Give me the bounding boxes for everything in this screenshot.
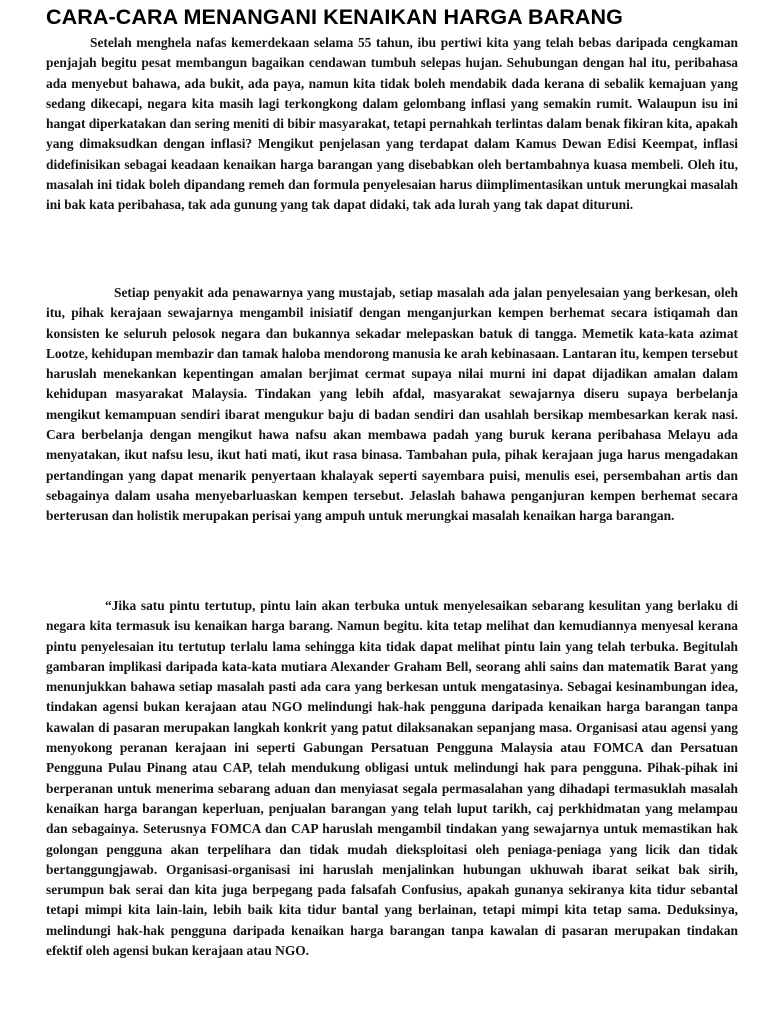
document-title: CARA-CARA MENANGANI KENAIKAN HARGA BARANG [46, 5, 624, 29]
paragraph-introduction: Setelah menghela nafas kemerdekaan selama 55 tahun, ibu pertiwi kita yang telah bebas daripada cengkaman penjajah begitu pesat membangun bagaikan cendawan tumbuh selepas hujan. Sehubungan dengan hal itu, peribahasa ada menyebut bahawa, ada bukit, ada paya, namun kita tidak boleh mendabik dada kerana di sebalik kemajuan yang sedang dikecapi, negara kita masih lagi terkongkong dalam gelombang inflasi yang semakin rumit. Walaupun isu ini hangat diperkatakan dan sering meniti di bibir masyarakat, tetapi pernahkah terlintas dalam benak fikiran kita, apakah yang dimaksudkan dengan inflasi? Mengikut penjelasan yang terdapat dalam Kamus Dewan Edisi Keempat, inflasi didefinisikan sebagai keadaan kenaikan harga barangan yang disebabkan oleh bertambahnya kuasa membeli. Oleh itu, masalah ini tidak boleh dipandang remeh dan formula penyelesaian harus diimplimentasikan untuk merungkai masalah ini bak kata peribahasa, tak ada gunung yang tak dapat didaki, tak ada lurah yang tak dapat dituruni. [46, 35, 738, 213]
paragraph-ngo: “Jika satu pintu tertutup, pintu lain akan terbuka untuk menyelesaikan sebarang kesulitan yang berlaku di negara kita termasuk isu kenaikan harga barang. Namun begitu. kita tetap melihat dan kemudiannya menyesal kerana pintu penyelesaian itu tertutup terlalu lama sehingga kita tidak dapat melihat pintu lain yang telah terbuka. Begitulah gambaran implikasi daripada kata-kata mutiara Alexander Graham Bell, seorang ahli sains dan matematik Barat yang menunjukkan bahawa setiap masalah pasti ada cara yang berkesan untuk mengatasinya. Sebagai kesinambungan idea, tindakan agensi bukan kerajaan atau NGO melindungi hak-hak pengguna daripada kenaikan harga barangan tanpa kawalan di pasaran merupakan langkah konkrit yang patut dilaksanakan sepanjang masa. Organisasi atau agensi yang menyokong peranan kerajaan ini seperti Gabungan Persatuan Pengguna Malaysia atau FOMCA dan Persatuan Pengguna Pulau Pinang atau CAP, telah mendukung obligasi untuk melindungi hak para pengguna. Pihak-pihak ini berperanan untuk menerima sebarang aduan dan menyiasat segala permasalahan yang dihadapi termasuklah masalah kenaikan harga barangan keperluan, penjualan barangan yang telah luput tarikh, caj perkhidmatan yang melampau dan sebagainya. Seterusnya FOMCA dan CAP haruslah mengambil tindakan yang sewajarnya untuk memastikan hak golongan pengguna akan terpelihara dan tidak mudah dieksploitasi oleh peniaga-peniaga yang licik dan tidak bertanggungjawab. Organisasi-organisasi ini haruslah menjalinkan hubungan ukhuwah ibarat seikat bak sirih, serumpun bak serai dan kita juga berpegang pada falsafah Confusius, apakah gunanya sekiranya kita tidur sebantal tetapi mimpi kita lain-lain, lebih baik kita tidur bantal yang berlainan, tetapi mimpi kita tetap sama. Deduksinya, melindungi hak-hak pengguna daripada kenaikan harga barangan tanpa kawalan di pasaran merupakan tindakan efektif oleh agensi bukan kerajaan atau NGO. [46, 598, 738, 959]
paragraph-campaign: Setiap penyakit ada penawarnya yang mustajab, setiap masalah ada jalan penyelesaian yang berkesan, oleh itu, pihak kerajaan sewajarnya mengambil inisiatif dengan menganjurkan kempen berhemat secara istiqamah dan konsisten ke seluruh pelosok negara dan bukannya sekadar melepaskan batuk di tangga. Memetik kata-kata azimat Lootze, kehidupan membazir dan tamak haloba mendorong manusia ke arah kebinasaan. Lantaran itu, kempen tersebut haruslah menekankan kepentingan amalan berjimat cermat supaya nilai murni ini dapat dijadikan amalan dalam kehidupan masyarakat Malaysia. Tindakan yang lebih afdal, masyarakat sewajarnya diseru supaya berbelanja mengikut kemampuan sendiri ibarat mengukur baju di badan sendiri dan usahlah bersikap membesarkan kerak nasi. Cara berbelanja dengan mengikut hawa nafsu akan membawa padah yang buruk kerana peribahasa Melayu ada menyatakan, ikut nafsu lesu, ikut hati mati, ikut rasa binasa. Tambahan pula, pihak kerajaan juga harus mengadakan pertandingan yang dapat menarik penyertaan khalayak seperti sayembara puisi, menulis esei, persembahan artis dan sebagainya dalam usaha menyebarluaskan kempen tersebut. Jelaslah bahawa penganjuran kempen berhemat secara berterusan dan holistik merupakan perisai yang ampuh untuk merungkai masalah kenaikan harga barangan. [46, 285, 738, 524]
